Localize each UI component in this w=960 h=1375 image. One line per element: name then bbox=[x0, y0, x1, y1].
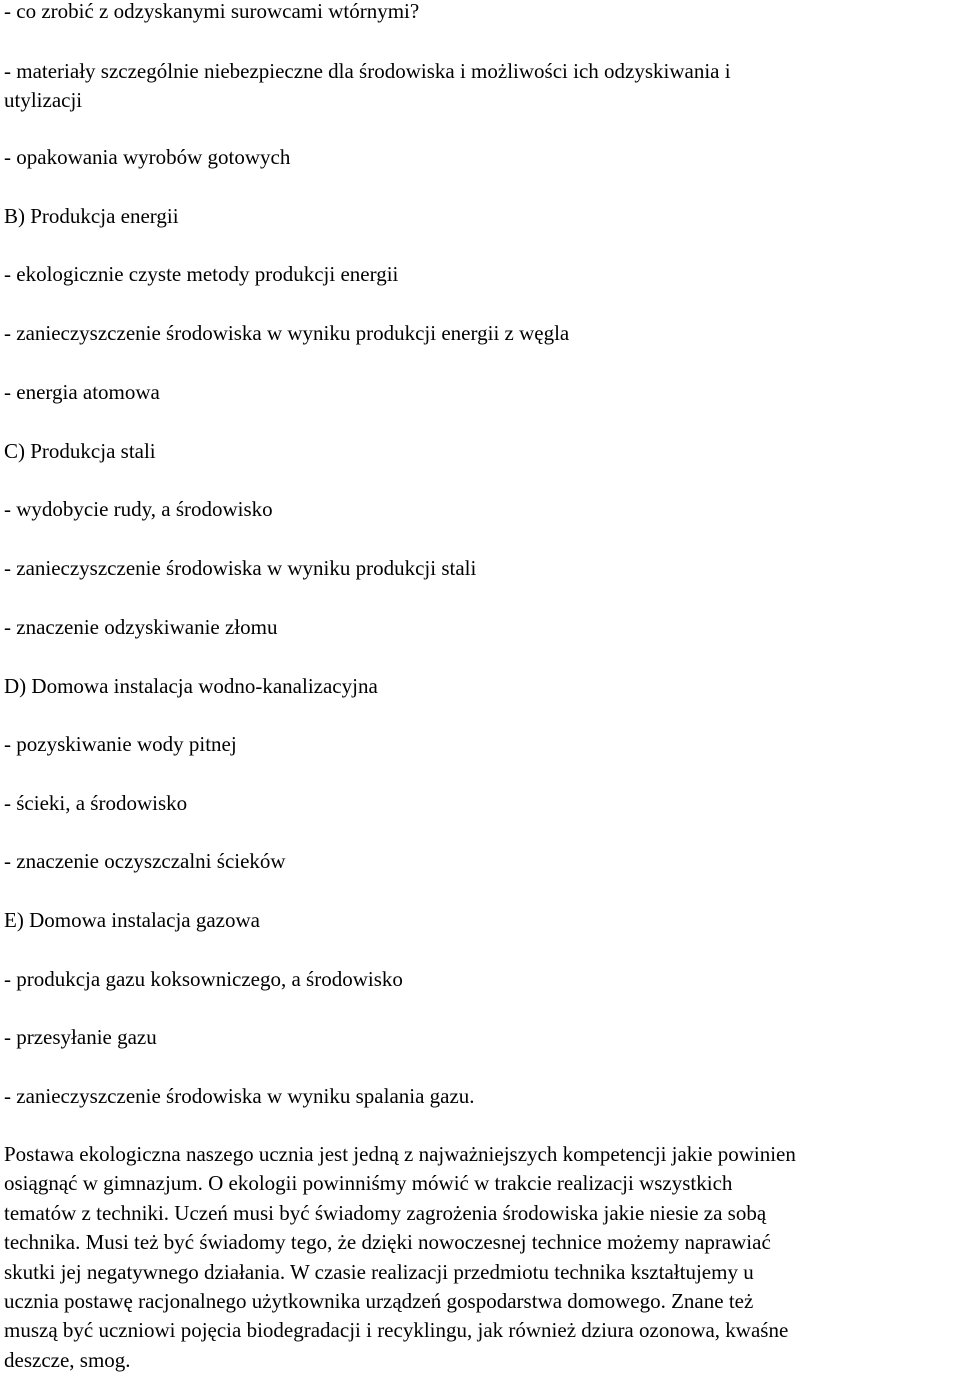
section-heading: D) Domowa instalacja wodno-kanalizacyjna bbox=[4, 674, 378, 698]
text-line: - produkcja gazu koksowniczego, a środowisko bbox=[4, 967, 403, 991]
text-line: utylizacji bbox=[4, 88, 83, 112]
paragraph-line: deszcze, smog. bbox=[4, 1347, 131, 1372]
section-heading: E) Domowa instalacja gazowa bbox=[4, 908, 260, 932]
paragraph-line: technika. Musi też być świadomy tego, że dzięki nowoczesnej technice możemy naprawiać bbox=[4, 1230, 771, 1255]
text-line: - energia atomowa bbox=[4, 380, 160, 404]
section-heading: C) Produkcja stali bbox=[4, 439, 156, 463]
paragraph-line: Postawa ekologiczna naszego ucznia jest jedną z najważniejszych kompetencji jakie powinien bbox=[4, 1142, 796, 1166]
text-line: - zanieczyszczenie środowiska w wyniku produkcji energii z węgla bbox=[4, 321, 570, 345]
text-line: - co zrobić z odzyskanymi surowcami wtórnymi? bbox=[4, 0, 420, 23]
text-line: - materiały szczególnie niebezpieczne dla środowiska i możliwości ich odzyskiwania i bbox=[4, 59, 731, 83]
paragraph-line: osiągnąć w gimnazjum. O ekologii powinniśmy mówić w trakcie realizacji wszystkich bbox=[4, 1171, 733, 1196]
text-line: - wydobycie rudy, a środowisko bbox=[4, 497, 273, 521]
text-line: - ścieki, a środowisko bbox=[4, 791, 188, 815]
text-line: - opakowania wyrobów gotowych bbox=[4, 145, 291, 169]
paragraph-line: skutki jej negatywnego działania. W czasie realizacji przedmiotu technika kształtujemy u bbox=[4, 1259, 754, 1284]
text-line: - zanieczyszczenie środowiska w wyniku spalania gazu. bbox=[4, 1084, 475, 1108]
text-line: - znaczenie odzyskiwanie złomu bbox=[4, 615, 278, 639]
body-paragraph bbox=[4, 1140, 960, 1375]
section-heading: B) Produkcja energii bbox=[4, 204, 179, 228]
text-line: - zanieczyszczenie środowiska w wyniku produkcji stali bbox=[4, 556, 477, 580]
paragraph-line: tematów z techniki. Uczeń musi być świadomy zagrożenia środowiska jakie niesie za sobą bbox=[4, 1200, 767, 1225]
text-line: - znaczenie oczyszczalni ścieków bbox=[4, 849, 286, 873]
paragraph-line: ucznia postawę racjonalnego użytkownika urządzeń gospodarstwa domowego. Znane też bbox=[4, 1289, 754, 1314]
text-line: - pozyskiwanie wody pitnej bbox=[4, 732, 237, 756]
text-line: - ekologicznie czyste metody produkcji energii bbox=[4, 262, 399, 286]
text-line: - przesyłanie gazu bbox=[4, 1025, 157, 1049]
paragraph-line: muszą być uczniowi pojęcia biodegradacji i recyklingu, jak również dziura ozonowa, kwaśne bbox=[4, 1318, 789, 1343]
